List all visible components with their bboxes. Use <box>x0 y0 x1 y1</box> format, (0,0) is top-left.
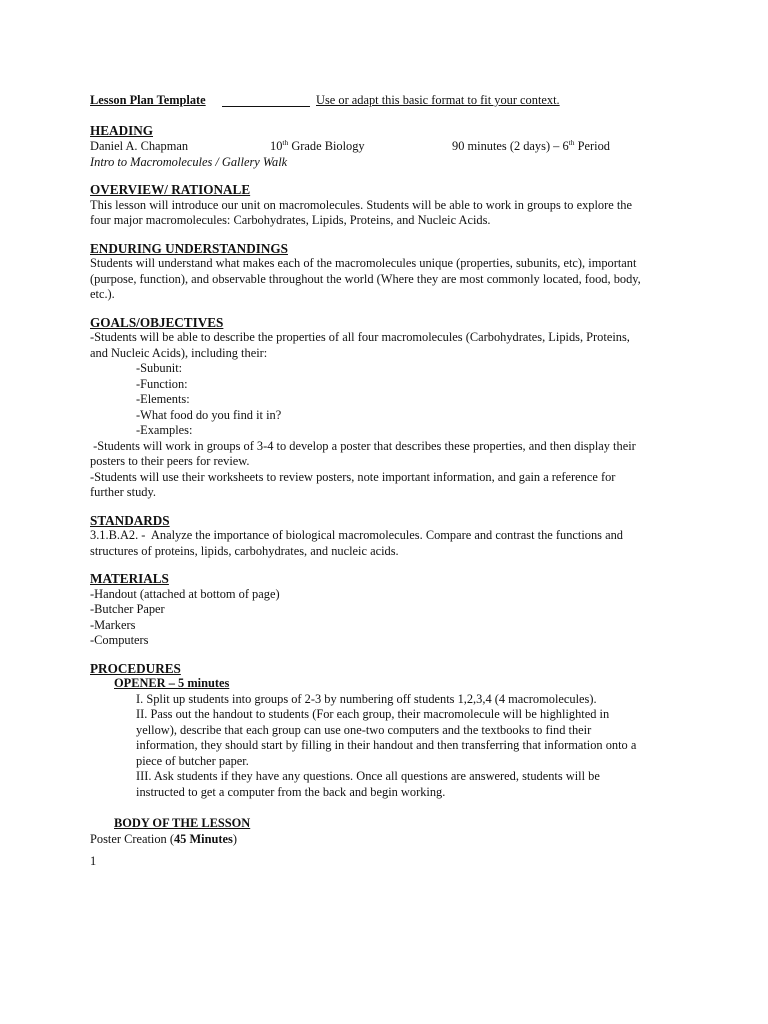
enduring-text: Students will understand what makes each of the macromolecules unique (properties, subunits, etc), important (purpose, function), and observable throughout the world (Where they are most commonly located, food, body, etc.). <box>90 256 641 301</box>
heading-info-row <box>90 139 650 155</box>
list-item: -Function: <box>136 376 188 391</box>
time-period: 90 minutes (2 days) – 6th Period <box>452 137 610 153</box>
teacher-name: Daniel A. Chapman <box>90 138 189 153</box>
list-item: -Examples: <box>136 423 193 437</box>
goals-worksheet-objective: -Students will use their worksheets to review posters, note important information, and gain a reference for further study. <box>90 469 616 499</box>
opener-steps <box>90 692 650 801</box>
overview-text: This lesson will introduce our unit on macromolecules. Students will be able to work in groups to explore the four major macromolecules: Carbohydrates, Lipids, Proteins, and Nucleic Acids. <box>90 197 632 227</box>
document-page <box>90 93 650 870</box>
list-item: III. Ask students if they have any questions. Once all questions are answered, students will be instructed to get a computer from the back and begin working. <box>136 769 600 799</box>
list-item: -Markers <box>90 617 136 632</box>
title-underline-gap <box>222 106 310 107</box>
lesson-subtitle: Intro to Macromolecules / Gallery Walk <box>90 154 288 169</box>
page-number: 1 <box>90 854 97 868</box>
list-item: II. Pass out the handout to students (For each group, their macromolecule will be highlighted in yellow), describe that each group can use one-two computers and the textbooks to find their information, they should start by filling in their handout and then transferring that information onto a piece of butcher paper. <box>136 707 637 768</box>
goals-poster-objective: -Students will work in groups of 3-4 to develop a poster that describes these properties, and then display their posters to their peers for review. <box>90 438 639 468</box>
grade-course: 10th Grade Biology <box>270 137 365 153</box>
list-item: -Handout (attached at bottom of page) <box>90 586 280 601</box>
goals-intro: -Students will be able to describe the properties of all four macromolecules (Carbohydrates, Lipids, Proteins, and Nucleic Acids), including their: <box>90 330 630 360</box>
list-item: -What food do you find it in? <box>136 407 282 422</box>
list-item: -Butcher Paper <box>90 602 165 616</box>
materials-section-title: MATERIALS <box>90 571 169 586</box>
list-item: -Computers <box>90 633 149 647</box>
goals-section-title: GOALS/OBJECTIVES <box>90 314 224 330</box>
standards-text: 3.1.B.A2. - Analyze the importance of biological macromolecules. Compare and contrast the functions and structures of proteins, lipids, carbohydrates, and nucleic acids. <box>90 528 627 558</box>
overview-section-title: OVERVIEW/ RATIONALE <box>90 182 251 197</box>
template-title: Lesson Plan Template <box>90 93 206 107</box>
heading-section-title: HEADING <box>90 123 154 138</box>
goals-property-list <box>90 361 650 439</box>
list-item: I. Split up students into groups of 2-3 by numbering off students 1,2,3,4 (4 macromolecules). <box>136 691 597 706</box>
enduring-section-title: ENDURING UNDERSTANDINGS <box>90 240 288 256</box>
template-instruction: Use or adapt this basic format to fit your context. <box>316 93 560 107</box>
opener-title: OPENER – 5 minutes <box>114 676 230 690</box>
list-item: -Elements: <box>136 392 190 406</box>
standards-section-title: STANDARDS <box>90 512 170 528</box>
title-row <box>90 93 650 109</box>
body-of-lesson-title: BODY OF THE LESSON <box>114 816 251 830</box>
poster-creation-line: Poster Creation (45 Minutes) <box>90 831 237 846</box>
procedures-section-title: PROCEDURES <box>90 660 181 676</box>
list-item: -Subunit: <box>136 361 183 375</box>
